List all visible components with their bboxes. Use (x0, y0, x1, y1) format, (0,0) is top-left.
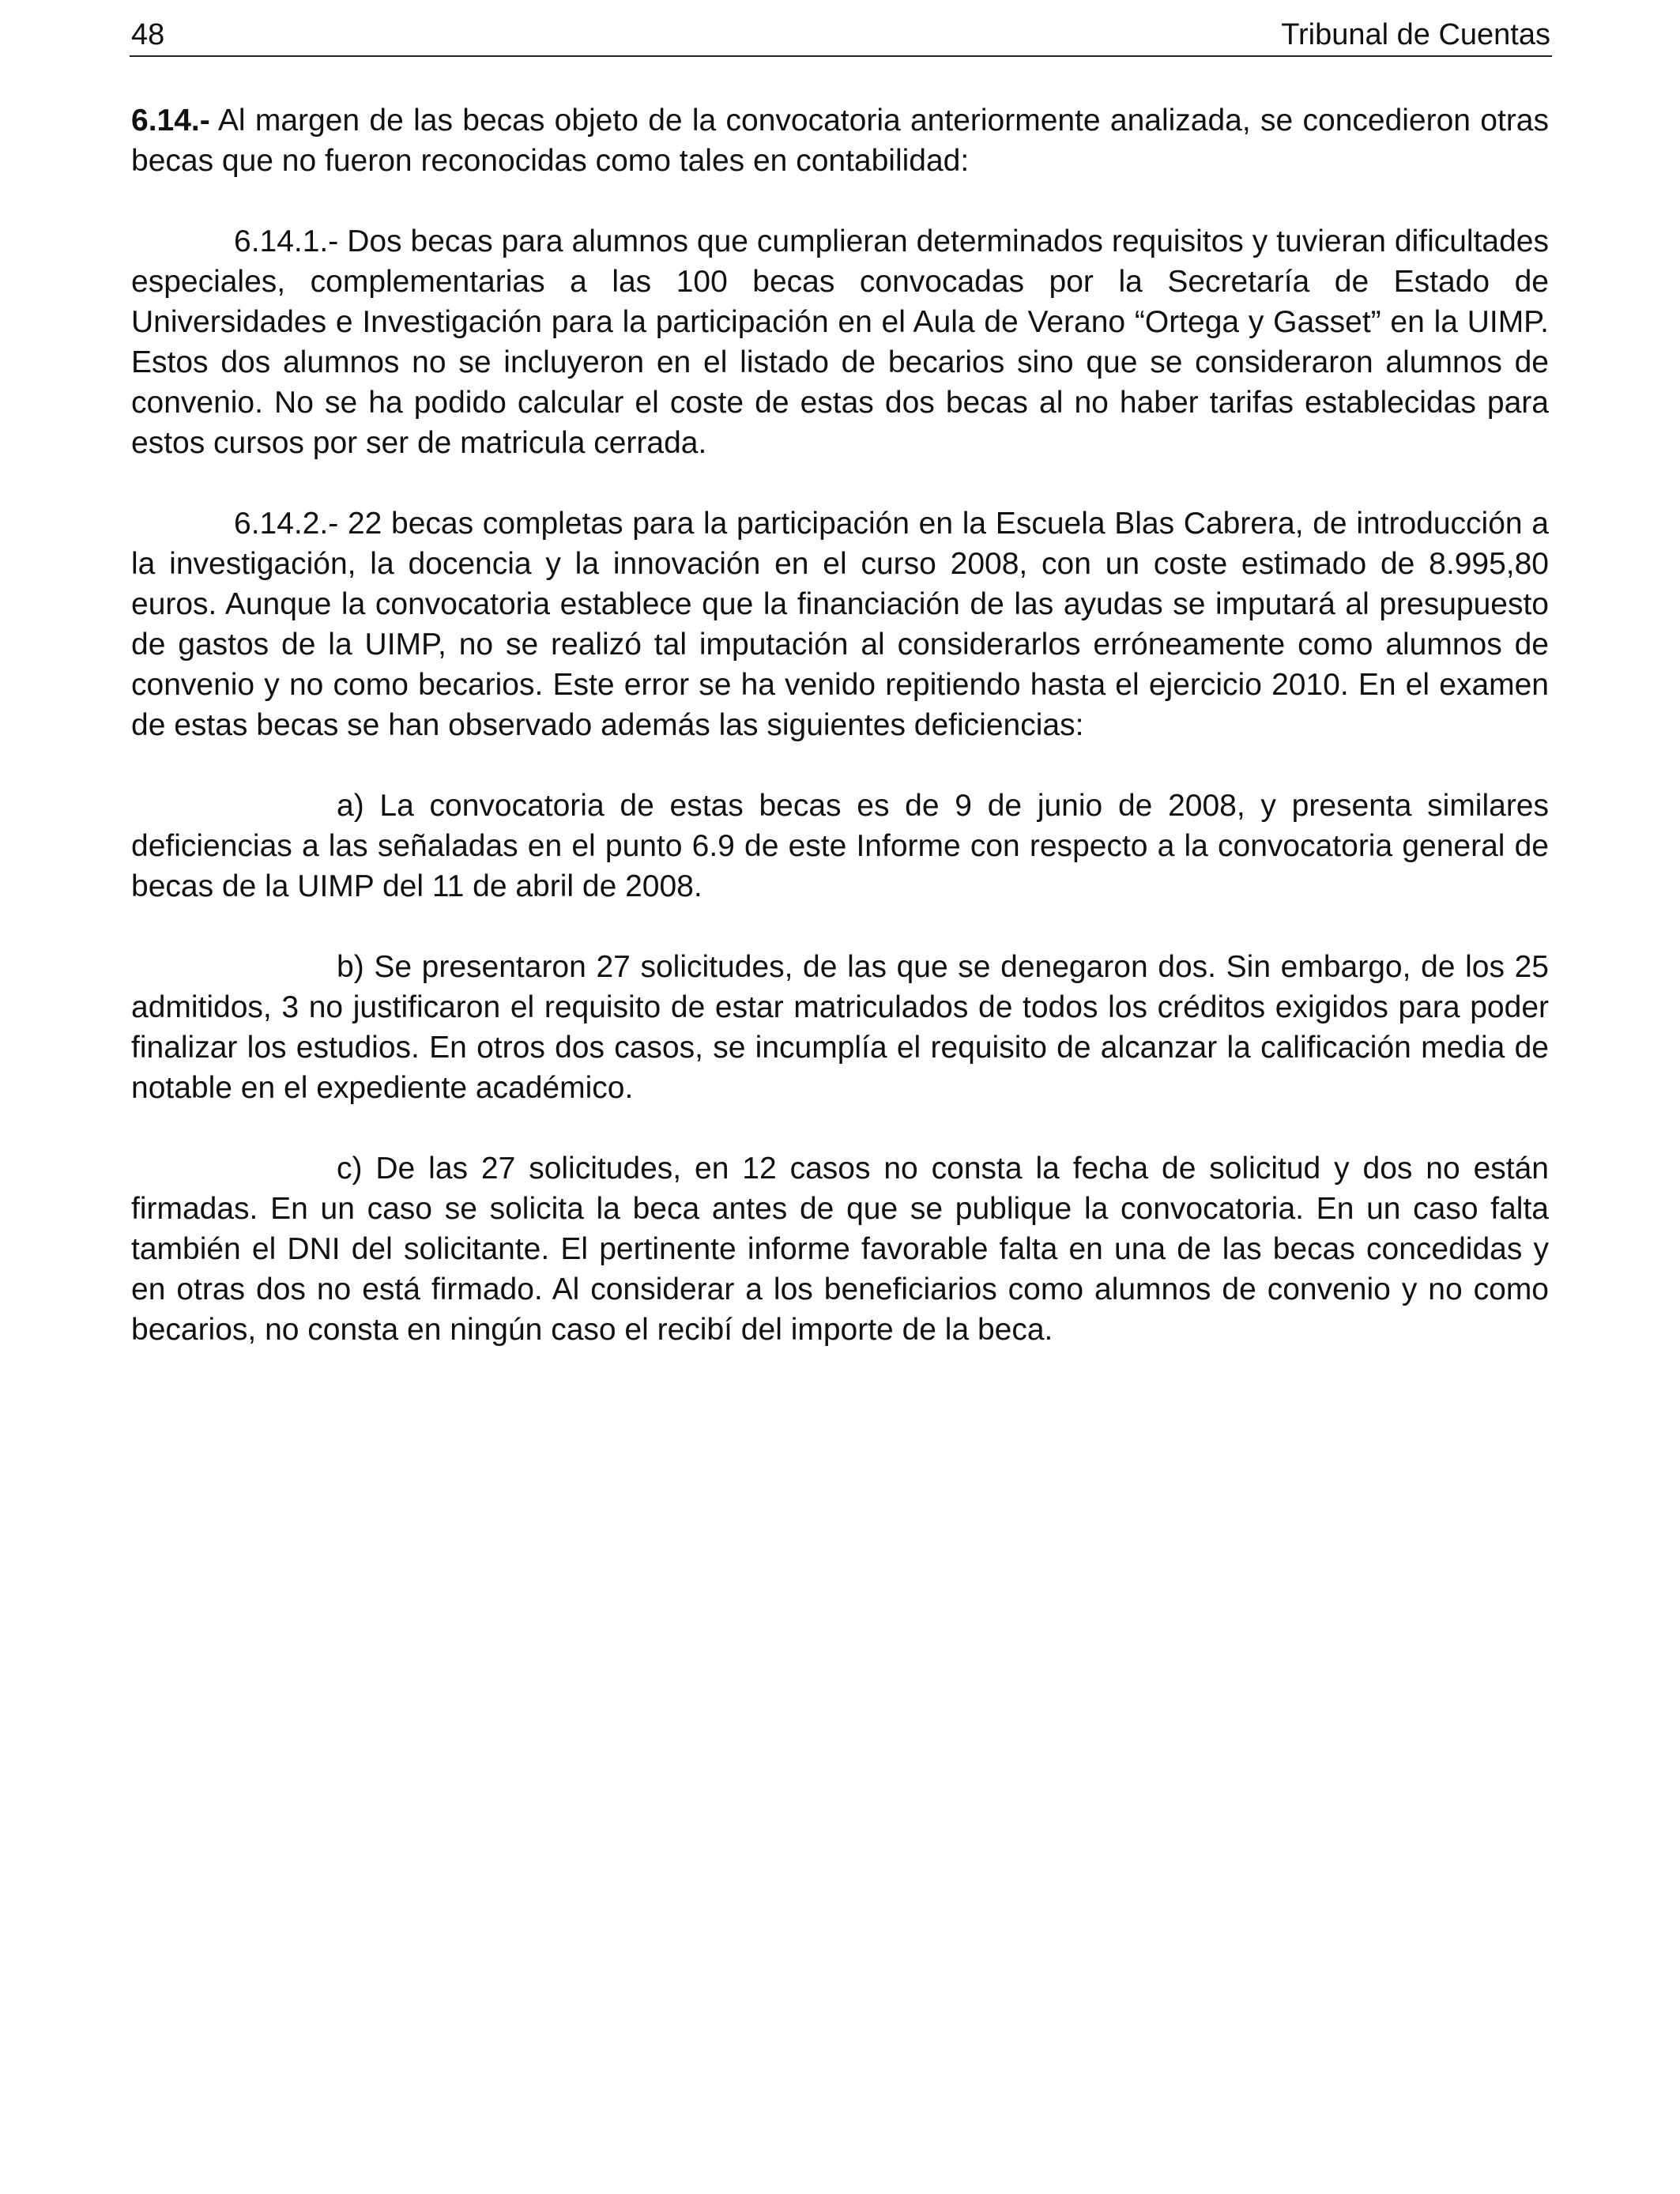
page-number: 48 (131, 18, 165, 51)
section-number: 6.14.- (131, 104, 210, 138)
paragraph-6-14-1: 6.14.1.- Dos becas para alumnos que cumplieran determinados requisitos y tuvieran dificultades especiales, complementarias a las 100 becas convocadas por la Secretaría de Estado de Universidades e Investigación para la participación en el Aula de Verano “Ortega y Gasset” en la UIMP. Estos dos alumnos no se incluyeron en el listado de becarios sino que se consideraron alumnos de convenio. No se ha podido calcular el coste de estas dos becas al no haber tarifas establecidas para estos cursos por ser de matricula cerrada. (131, 224, 1549, 460)
section-intro-text: Al margen de las becas objeto de la convocatoria anteriormente analizada, se concedieron otras becas que no fueron reconocidas como tales en contabilidad: (131, 104, 1549, 178)
list-item-c: c) De las 27 solicitudes, en 12 casos no consta la fecha de solicitud y dos no están firmadas. En un caso se solicita la beca antes de que se publique la convocatoria. En un caso falta también el DNI del solicitante. El pertinente informe favorable falta en una de las becas concedidas y en otras dos no está firmado. Al considerar a los beneficiarios como alumnos de convenio y no como becarios, no consta en ningún caso el recibí del importe de la beca. (131, 1152, 1549, 1347)
list-item-a: a) La convocatoria de estas becas es de 9 de junio de 2008, y presenta similares deficiencias a las señaladas en el punto 6.9 de este Informe con respecto a la convocatoria general de becas de la UIMP del 11 de abril de 2008. (131, 789, 1549, 903)
running-title: Tribunal de Cuentas (1281, 18, 1550, 51)
list-item-b: b) Se presentaron 27 solicitudes, de las que se denegaron dos. Sin embargo, de los 25 admitidos, 3 no justificaron el requisito de estar matriculados de todos los créditos exigidos para poder finalizar los estudios. En otros dos casos, se incumplía el requisito de alcanzar la calificación media de notable en el expediente académico. (131, 950, 1549, 1105)
document-body (131, 100, 1549, 1390)
paragraph-6-14-2: 6.14.2.- 22 becas completas para la participación en la Escuela Blas Cabrera, de introducción a la investigación, la docencia y la innovación en el curso 2008, con un coste estimado de 8.995,80 euros. Aunque la convocatoria establece que la financiación de las ayudas se imputará al presupuesto de gastos de la UIMP, no se realizó tal imputación al considerarlos erróneamente como alumnos de convenio y no como becarios. Este error se ha venido repitiendo hasta el ejercicio 2010. En el examen de estas becas se han observado además las siguientes deficiencias: (131, 507, 1549, 742)
page-header (130, 16, 1552, 57)
section-6-14-intro (131, 100, 1549, 181)
